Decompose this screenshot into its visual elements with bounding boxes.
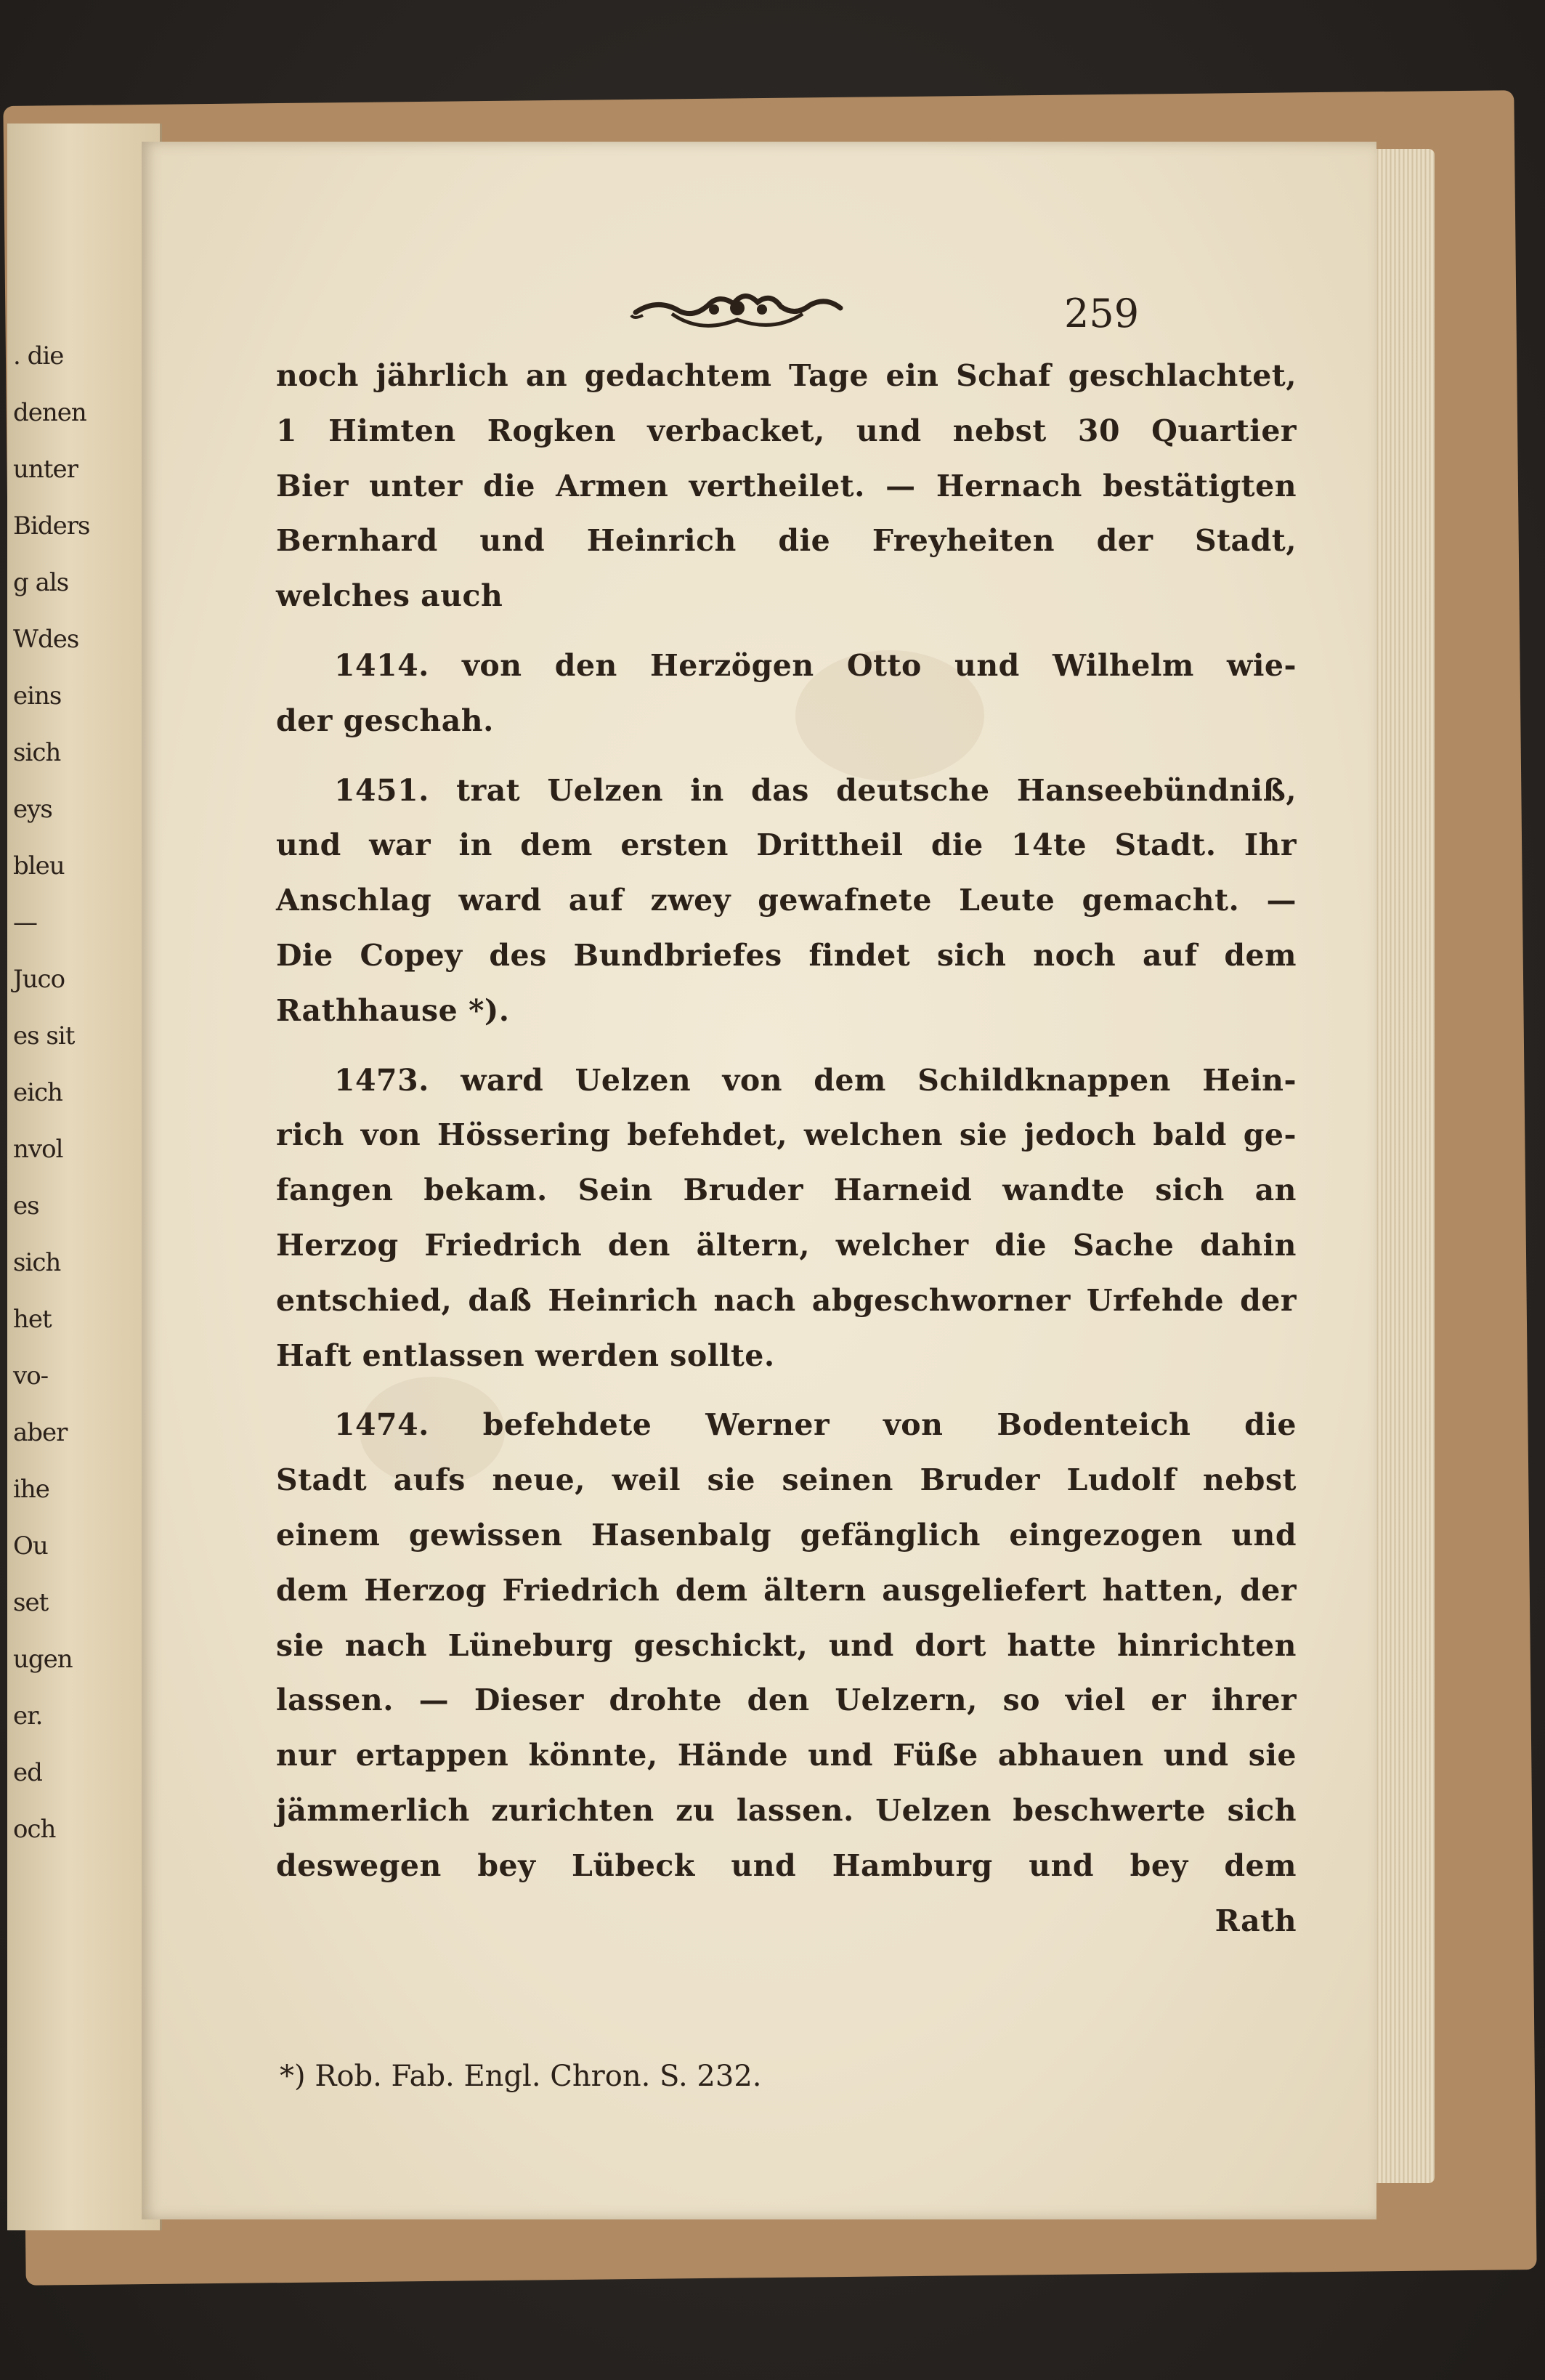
previous-page-fragment: Juco bbox=[13, 965, 65, 994]
text-line: Rath bbox=[1214, 1903, 1297, 1938]
text-line: Rathhause *). bbox=[276, 992, 510, 1028]
previous-page-fragment: g als bbox=[13, 568, 69, 597]
text-line: Herzog Friedrich den ältern, welcher die Sache dahin bbox=[276, 1227, 1297, 1263]
text-line: Bernhard und Heinrich die Freyheiten der Stadt, bbox=[276, 523, 1297, 559]
text-line: Anschlag ward auf zwey gewafnete Leute gemacht. — bbox=[276, 883, 1297, 918]
text-line: 1 Himten Rogken verbacket, und nebst 30 Quartier bbox=[276, 413, 1297, 448]
text-line: Bier unter die Armen vertheilet. — Hernach bestätigten bbox=[276, 468, 1297, 503]
paragraph-gap bbox=[276, 624, 1297, 639]
footnote: *) Rob. Fab. Engl. Chron. S. 232. bbox=[280, 2060, 762, 2093]
text-line: 1451. trat Uelzen in das deutsche Hanseebündniß, bbox=[334, 772, 1297, 808]
text-line: der geschah. bbox=[276, 703, 494, 738]
previous-page-fragment: set bbox=[13, 1588, 49, 1617]
text-line: lassen. — Dieser drohte den Uelzern, so viel er ihrer bbox=[276, 1683, 1297, 1718]
previous-page-fragment: ihe bbox=[13, 1475, 49, 1504]
text-line: nur ertappen könnte, Hände und Füße abhauen und sie bbox=[276, 1738, 1297, 1773]
previous-page-fragment: es bbox=[13, 1191, 39, 1221]
previous-page-fragment: er. bbox=[13, 1701, 43, 1731]
text-line: und war in dem ersten Drittheil die 14te Stadt. Ihr bbox=[276, 827, 1297, 863]
body-text bbox=[276, 349, 1297, 1948]
previous-page-fragment: eys bbox=[13, 795, 52, 824]
previous-page-fragment: eins bbox=[13, 681, 62, 711]
previous-page-fragment: vo- bbox=[13, 1361, 49, 1391]
text-line: Stadt aufs neue, weil sie seinen Bruder Ludolf nebst bbox=[276, 1462, 1297, 1498]
text-line: dem Herzog Friedrich dem ältern ausgeliefert hatten, der bbox=[276, 1572, 1297, 1608]
text-line: Die Copey des Bundbriefes findet sich noch auf dem bbox=[276, 937, 1297, 973]
previous-page-fragment: bleu bbox=[13, 851, 65, 881]
previous-page-fragment: sich bbox=[13, 738, 61, 767]
paragraph-gap bbox=[276, 1383, 1297, 1398]
text-line: sie nach Lüneburg geschickt, und dort hatte hinrichten bbox=[276, 1627, 1297, 1663]
text-line: 1474. befehdete Werner von Bodenteich die bbox=[334, 1407, 1297, 1443]
text-line: deswegen bey Lübeck und Hamburg und bey dem bbox=[276, 1847, 1297, 1883]
text-line: entschied, daß Heinrich nach abgeschworner Urfehde der bbox=[276, 1282, 1297, 1318]
previous-page-fragment: nvol bbox=[13, 1135, 63, 1164]
previous-page-fragment: unter bbox=[13, 455, 78, 484]
text-line: welches auch bbox=[276, 578, 503, 614]
text-line: 1473. ward Uelzen von dem Schildknappen Hein- bbox=[334, 1062, 1297, 1098]
previous-page-fragment: och bbox=[13, 1815, 56, 1844]
ornament-icon bbox=[628, 283, 846, 334]
previous-page-fragment: eich bbox=[13, 1078, 62, 1107]
paragraph-gap bbox=[276, 749, 1297, 764]
text-line: Haft entlassen werden sollte. bbox=[276, 1337, 775, 1373]
previous-page-fragment: ugen bbox=[13, 1645, 73, 1674]
previous-page-fragment: Ou bbox=[13, 1531, 48, 1561]
previous-page bbox=[7, 124, 162, 2230]
previous-page-fragment: ed bbox=[13, 1758, 42, 1787]
previous-page-fragment: Wdes bbox=[13, 625, 79, 654]
text-line: rich von Hössering befehdet, welchen sie jedoch bald ge- bbox=[276, 1117, 1297, 1153]
previous-page-fragment: sich bbox=[13, 1248, 61, 1277]
text-line: noch jährlich an gedachtem Tage ein Schaf geschlachtet, bbox=[276, 358, 1297, 393]
previous-page-fragment: denen bbox=[13, 398, 86, 427]
previous-page-fragment: het bbox=[13, 1305, 52, 1334]
previous-page-fragment: aber bbox=[13, 1418, 68, 1447]
previous-page-fragment: . die bbox=[13, 341, 64, 371]
previous-page-fragment: — bbox=[13, 908, 37, 937]
text-line: einem gewissen Hasenbalg gefänglich eingezogen und bbox=[276, 1517, 1297, 1553]
book-page bbox=[142, 142, 1376, 2219]
text-line: jämmerlich zurichten zu lassen. Uelzen beschwerte sich bbox=[276, 1792, 1297, 1828]
text-line: fangen bekam. Sein Bruder Harneid wandte sich an bbox=[276, 1173, 1297, 1208]
page-number: 259 bbox=[1064, 291, 1140, 336]
text-line: 1414. von den Herzögen Otto und Wilhelm wie- bbox=[334, 647, 1297, 683]
previous-page-fragment: es sit bbox=[13, 1021, 75, 1051]
paragraph-gap bbox=[276, 1039, 1297, 1053]
previous-page-fragment: Biders bbox=[13, 511, 90, 541]
